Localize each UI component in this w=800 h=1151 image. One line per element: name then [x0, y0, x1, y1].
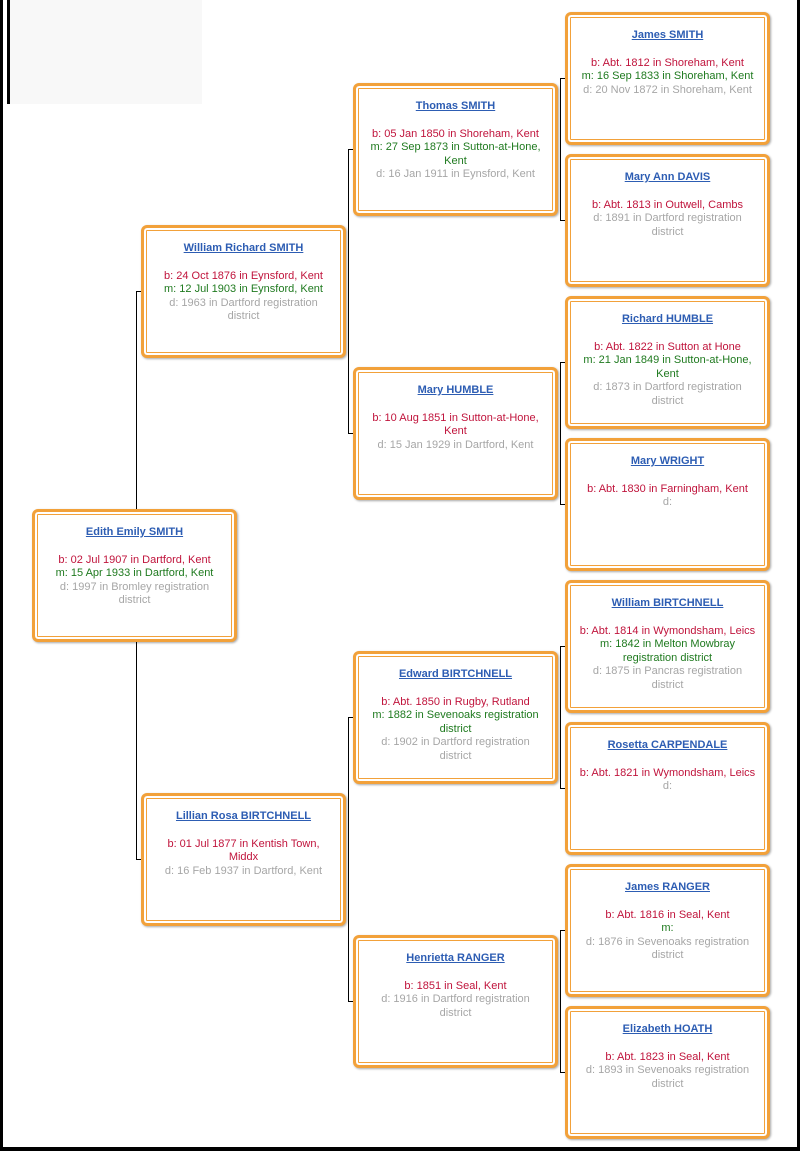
connector-line [560, 362, 561, 505]
birth-info: b: 24 Oct 1876 in Eynsford, Kent [164, 269, 323, 282]
death-info: d: 1876 in Sevenoaks registration district [585, 935, 750, 961]
person-name-link[interactable]: Rosetta CARPENDALE [607, 739, 728, 751]
person-card-william-richard-smith [141, 225, 346, 358]
birth-info: b: Abt. 1850 in Rugby, Rutland [381, 695, 530, 708]
person-card-thomas-smith [353, 83, 558, 216]
person-card-mary-wright [565, 438, 770, 571]
person-name-link[interactable]: Elizabeth HOATH [622, 1023, 713, 1035]
death-info: d: [662, 780, 673, 792]
death-info: d: 1963 in Dartford registration district [169, 296, 318, 322]
marriage-info: m: 15 Apr 1933 in Dartford, Kent [55, 567, 214, 579]
birth-info: b: Abt. 1821 in Wymondsham, Leics [579, 766, 756, 779]
person-name-link[interactable]: James SMITH [631, 29, 704, 41]
birth-info: b: Abt. 1813 in Outwell, Cambs [591, 198, 744, 211]
connector-line [560, 646, 561, 789]
death-info: d: 20 Nov 1872 in Shoreham, Kent [583, 83, 752, 96]
connector-line [560, 78, 561, 221]
person-name-link[interactable]: Thomas SMITH [415, 100, 496, 112]
birth-info: b: 10 Aug 1851 in Sutton-at-Hone, Kent [372, 411, 539, 437]
marriage-info: m: 21 Jan 1849 in Sutton-at-Hone, Kent [583, 354, 752, 380]
marriage-info: m: 1842 in Melton Mowbray registration district [599, 638, 736, 664]
person-card-james-ranger [565, 864, 770, 997]
person-card-mary-ann-davis [565, 154, 770, 287]
birth-info: b: 1851 in Seal, Kent [404, 979, 507, 992]
connector-line [348, 149, 349, 434]
person-card-richard-humble [565, 296, 770, 429]
death-info: d: 1891 in Dartford registration district [593, 212, 742, 238]
connector-line [560, 930, 561, 1073]
person-card-lillian-rosa-birtchnell [141, 793, 346, 926]
marriage-info: m: [661, 922, 674, 934]
person-card-william-birtchnell [565, 580, 770, 713]
birth-info: b: Abt. 1822 in Sutton at Hone [594, 340, 741, 353]
marriage-info: m: 1882 in Sevenoaks registration district [372, 709, 539, 735]
death-info: d: [662, 496, 673, 508]
person-card-mary-humble [353, 367, 558, 500]
birth-info: b: Abt. 1830 in Farningham, Kent [587, 482, 748, 495]
birth-info: b: 05 Jan 1850 in Shoreham, Kent [372, 127, 539, 140]
person-name-link[interactable]: Edward BIRTCHNELL [398, 668, 513, 680]
birth-info: b: 02 Jul 1907 in Dartford, Kent [58, 553, 211, 566]
death-info: d: 1873 in Dartford registration district [593, 381, 742, 407]
death-info: d: 1875 in Pancras registration district [592, 665, 743, 691]
person-name-link[interactable]: Lillian Rosa BIRTCHNELL [175, 810, 312, 822]
connector-line [348, 717, 349, 1002]
death-info: d: 16 Feb 1937 in Dartford, Kent [164, 864, 323, 877]
person-name-link[interactable]: James RANGER [625, 881, 710, 893]
birth-info: b: 01 Jul 1877 in Kentish Town, Middx [167, 837, 320, 863]
death-info: d: 1902 in Dartford registration district [381, 736, 530, 762]
page-frame-left [0, 0, 3, 1151]
marriage-info: m: 12 Jul 1903 in Eynsford, Kent [164, 283, 323, 295]
person-name-link[interactable]: William Richard SMITH [183, 242, 304, 254]
death-info: d: 1893 in Sevenoaks registration district [585, 1064, 750, 1090]
person-name-link[interactable]: Mary Ann DAVIS [624, 171, 711, 183]
person-name-link[interactable]: Mary WRIGHT [630, 455, 705, 467]
person-name-link[interactable]: Edith Emily SMITH [85, 526, 184, 538]
marriage-info: m: 27 Sep 1873 in Sutton-at-Hone, Kent [370, 141, 541, 167]
birth-info: b: Abt. 1816 in Seal, Kent [605, 908, 730, 921]
person-card-james-smith [565, 12, 770, 145]
death-info: d: 1916 in Dartford registration district [381, 993, 530, 1019]
death-info: d: 1997 in Bromley registration district [59, 580, 210, 606]
person-name-link[interactable]: Richard HUMBLE [621, 313, 714, 325]
person-name-link[interactable]: William BIRTCHNELL [611, 597, 724, 609]
person-name-link[interactable]: Henrietta RANGER [406, 952, 505, 964]
marriage-info: m: 16 Sep 1833 in Shoreham, Kent [581, 70, 754, 82]
person-name-link[interactable]: Mary HUMBLE [417, 384, 494, 396]
person-card-elizabeth-hoath [565, 1006, 770, 1139]
person-card-henrietta-ranger [353, 935, 558, 1068]
death-info: d: 15 Jan 1929 in Dartford, Kent [377, 438, 534, 451]
person-card-rosetta-carpendale [565, 722, 770, 855]
birth-info: b: Abt. 1823 in Seal, Kent [605, 1050, 730, 1063]
person-card-edward-birtchnell [353, 651, 558, 784]
birth-info: b: Abt. 1812 in Shoreham, Kent [591, 56, 744, 69]
header-blank-area [10, 0, 202, 104]
person-card-edith-emily-smith [32, 509, 237, 642]
birth-info: b: Abt. 1814 in Wymondsham, Leics [579, 624, 756, 637]
page-frame-bottom [0, 1147, 800, 1151]
death-info: d: 16 Jan 1911 in Eynsford, Kent [376, 168, 535, 180]
